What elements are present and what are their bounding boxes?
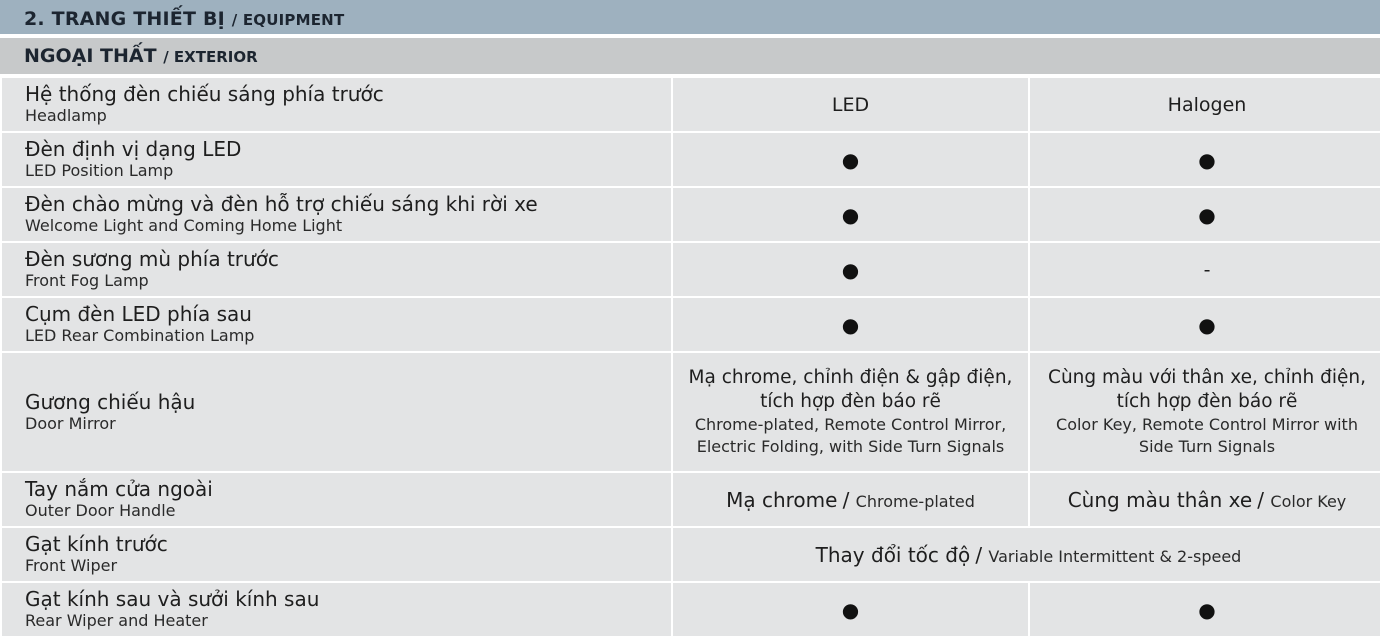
table-row (1, 132, 1380, 187)
feature-cell (1, 472, 672, 527)
variant-1-value: LED (672, 77, 1029, 132)
feature-cell (1, 242, 672, 297)
feature-name-vi: Đèn định vị dạng LED (25, 137, 242, 161)
variant-2-value: Halogen (1029, 77, 1380, 132)
variant-2-value: - (1029, 242, 1380, 297)
feature-name-en: Welcome Light and Coming Home Light (25, 216, 343, 235)
feature-name-en: LED Rear Combination Lamp (25, 326, 255, 345)
feature-name-en: Front Wiper (25, 556, 118, 575)
feature-cell (1, 352, 672, 472)
variant-2-value: Cùng màu với thân xe, chỉnh điện, tích hợp đèn báo rẽ Color Key, Remote Control Mirror with Side Turn Signals (1029, 352, 1380, 472)
variant-2-value: ● (1029, 582, 1380, 637)
variant-2-value: ● (1029, 132, 1380, 187)
variant-2-value: Cùng màu thân xe / Color Key (1029, 472, 1380, 527)
feature-name-en: Rear Wiper and Heater (25, 611, 208, 630)
shared-value: Thay đổi tốc độ / Variable Intermittent & 2-speed (672, 527, 1380, 582)
feature-cell (1, 132, 672, 187)
feature-name-vi: Cụm đèn LED phía sau (25, 302, 252, 326)
feature-cell (1, 297, 672, 352)
variant-1-value: Mạ chrome, chỉnh điện & gập điện, tích hợp đèn báo rẽ Chrome-plated, Remote Control Mirror, Electric Folding, with Side Turn Signals (672, 352, 1029, 472)
subsection-title: NGOẠI THẤT / EXTERIOR (24, 45, 258, 67)
table-row (1, 242, 1380, 297)
feature-cell (1, 582, 672, 637)
feature-name-vi: Hệ thống đèn chiếu sáng phía trước (25, 82, 384, 106)
variant-1-value: ● (672, 187, 1029, 242)
feature-name-vi: Gạt kính sau và sưởi kính sau (25, 587, 320, 611)
table-row (1, 352, 1380, 472)
section-title: 2. TRANG THIẾT BỊ / EQUIPMENT (24, 8, 345, 30)
variant-1-value: ● (672, 132, 1029, 187)
spec-table (0, 76, 1380, 638)
section-header (0, 0, 1380, 36)
feature-cell (1, 527, 672, 582)
feature-name-vi: Gương chiếu hậu (25, 389, 196, 414)
subsection-header (0, 38, 1380, 74)
feature-cell (1, 77, 672, 132)
feature-cell (1, 187, 672, 242)
table-row (1, 187, 1380, 242)
variant-1-value: Mạ chrome / Chrome-plated (672, 472, 1029, 527)
table-row (1, 472, 1380, 527)
variant-1-value: ● (672, 242, 1029, 297)
variant-2-value: ● (1029, 187, 1380, 242)
variant-1-value: ● (672, 582, 1029, 637)
table-row (1, 297, 1380, 352)
feature-name-en: Front Fog Lamp (25, 271, 149, 290)
table-row (1, 582, 1380, 637)
feature-name-en: Door Mirror (25, 413, 116, 433)
table-row (1, 77, 1380, 132)
feature-name-en: Outer Door Handle (25, 501, 176, 520)
variant-2-value: ● (1029, 297, 1380, 352)
feature-name-en: LED Position Lamp (25, 161, 174, 180)
table-row (1, 527, 1380, 582)
feature-name-vi: Tay nắm cửa ngoài (25, 477, 213, 501)
feature-name-vi: Đèn chào mừng và đèn hỗ trợ chiếu sáng khi rời xe (25, 192, 538, 216)
variant-1-value: ● (672, 297, 1029, 352)
feature-name-vi: Gạt kính trước (25, 532, 168, 556)
feature-name-vi: Đèn sương mù phía trước (25, 247, 279, 271)
feature-name-en: Headlamp (25, 106, 107, 125)
